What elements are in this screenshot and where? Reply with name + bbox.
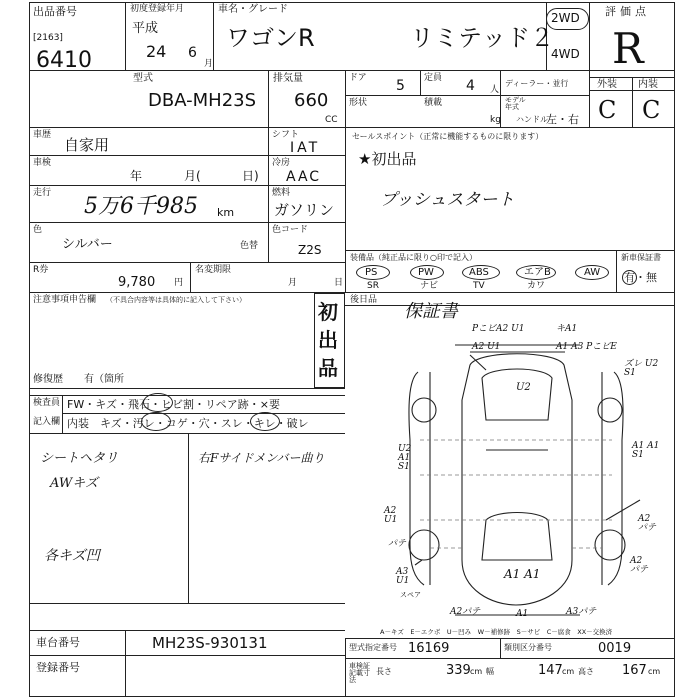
diagram-mark: A2 パテ bbox=[630, 556, 649, 575]
equipment-airbag: エアB bbox=[524, 267, 551, 278]
height-value: 167 bbox=[622, 663, 647, 678]
equipment-navi: ナビ bbox=[420, 281, 439, 291]
car-name: ワゴンR bbox=[226, 24, 315, 52]
width-unit: cm bbox=[562, 667, 575, 676]
inspection-year: 年 bbox=[130, 169, 143, 183]
interior-defects-row: 内装 キズ・汚レ・コゲ・穴・スレ・キレ・破レ bbox=[67, 417, 309, 430]
remark-seat: シートヘタリ bbox=[40, 451, 119, 466]
record-label: 記入欄 bbox=[33, 417, 61, 427]
first-listing-mark: ★初出品 bbox=[358, 150, 417, 168]
warranty-label: 新車保証書 bbox=[621, 253, 661, 262]
dealer-label: ディーラー・並行 bbox=[505, 79, 569, 88]
name-change-month: 月 bbox=[288, 278, 298, 288]
divider bbox=[500, 638, 501, 658]
report-sub: （不具合内容等は具体的に記入して下さい） bbox=[106, 296, 246, 304]
interior-grade: C bbox=[642, 96, 661, 124]
inspection-label: 車検 bbox=[33, 158, 52, 168]
mileage-label: 走行 bbox=[33, 188, 52, 198]
chassis-value: MH23S-930131 bbox=[152, 634, 268, 652]
length-value: 339 bbox=[446, 663, 471, 678]
type-value: DBA-MH23S bbox=[148, 90, 257, 111]
drive-2wd: 2WD bbox=[551, 11, 580, 25]
chassis-label: 車台番号 bbox=[36, 636, 80, 649]
ac-value: AAC bbox=[286, 169, 322, 185]
divider bbox=[345, 658, 675, 659]
door-value: 5 bbox=[396, 78, 405, 94]
divider bbox=[29, 655, 345, 656]
overall-score: R bbox=[612, 24, 644, 73]
remark-scratches: 各キズ凹 bbox=[44, 548, 100, 564]
repair-history-label: 修復歴 bbox=[33, 374, 63, 385]
class-value: 0019 bbox=[598, 641, 632, 656]
color-code-value: Z2S bbox=[298, 243, 322, 257]
inspection-day: 日) bbox=[242, 169, 259, 183]
first-registration-month: 6 bbox=[188, 45, 197, 61]
diagram-mark: ズレ U2 S1 bbox=[624, 359, 659, 378]
displacement-value: 660 bbox=[294, 90, 329, 111]
diagram-mark: A1 A3 PこビE bbox=[556, 342, 617, 352]
length-label: 長さ bbox=[376, 667, 392, 676]
type-label: 型式 bbox=[133, 73, 153, 84]
remark-member: 右Fサイドメンバー曲り bbox=[198, 451, 325, 465]
handle-value: 左・右 bbox=[546, 113, 579, 126]
capacity-value: 4 bbox=[466, 78, 475, 94]
fuel-value: ガソリン bbox=[274, 201, 335, 219]
diagram-mark: A1 A1 S1 bbox=[632, 441, 660, 460]
exterior-defects-row: FW・キズ・飛石・ヒビ割・リペア跡・×要 bbox=[67, 398, 280, 411]
exterior-label: 外装 bbox=[597, 79, 617, 90]
recycle-unit: 円 bbox=[174, 278, 184, 288]
history-label: 車歴 bbox=[33, 130, 52, 140]
lot-number-label: 出品番号 bbox=[33, 5, 77, 18]
report-label: 注意事項申告欄 bbox=[33, 295, 97, 305]
color-label: 色 bbox=[33, 225, 43, 235]
divider bbox=[345, 638, 675, 639]
door-label: ドア bbox=[349, 73, 367, 83]
width-value: 147 bbox=[538, 663, 563, 678]
shape-label: 形状 bbox=[349, 98, 368, 108]
diagram-mark: A2 U1 bbox=[384, 506, 398, 525]
car-grade: リミテッド２ bbox=[410, 24, 554, 52]
diagram-mark: スペア bbox=[400, 591, 421, 599]
class-label: 類別区分番号 bbox=[504, 643, 552, 652]
docs-value: 保証書 bbox=[404, 301, 458, 322]
width-label: 幅 bbox=[486, 667, 494, 676]
shift-value: IAT bbox=[290, 140, 321, 156]
diagram-mark: キA1 bbox=[556, 324, 578, 334]
divider bbox=[125, 630, 126, 697]
model-grade-label: 車名・グレード bbox=[218, 4, 288, 15]
diagram-mark: A2 U1 bbox=[472, 342, 501, 352]
type-cert-value: 16169 bbox=[408, 641, 450, 656]
drive-4wd: 4WD bbox=[551, 47, 580, 61]
era: 平成 bbox=[132, 21, 159, 36]
color-code-label: 色コード bbox=[272, 225, 309, 235]
displacement-label: 排気量 bbox=[273, 73, 303, 84]
inspection-month: 月( bbox=[184, 169, 201, 183]
stamp-text: 初出品 bbox=[318, 300, 338, 380]
height-unit: cm bbox=[648, 667, 661, 676]
divider bbox=[345, 638, 346, 697]
sales-point-note: プッシュスタート bbox=[380, 190, 515, 210]
equipment-abs: ABS bbox=[469, 267, 489, 278]
shift-label: シフト bbox=[272, 130, 300, 140]
remark-aw: AWキズ bbox=[50, 476, 98, 491]
lot-number: 6410 bbox=[36, 48, 92, 73]
equipment-ps: PS bbox=[365, 267, 378, 278]
diagram-mark: A3 U1 bbox=[396, 567, 410, 586]
diagram-mark: A3パテ bbox=[566, 607, 597, 617]
divider bbox=[29, 630, 345, 631]
docs-label: 後日品 bbox=[350, 295, 378, 305]
repair-history-value: 有（箇所 bbox=[84, 374, 124, 385]
capacity-unit: 人 bbox=[490, 85, 500, 95]
first-registration-label: 初度登録年月 bbox=[130, 4, 185, 14]
load-unit: kg bbox=[490, 115, 501, 125]
inspector-label: 検査員 bbox=[33, 398, 61, 408]
fuel-label: 燃料 bbox=[272, 188, 291, 198]
height-label: 高さ bbox=[578, 667, 594, 676]
recycle-label: R券 bbox=[33, 265, 49, 275]
diagram-mark: U2 bbox=[516, 382, 531, 393]
score-label: 評価点 bbox=[605, 5, 650, 18]
history-value: 自家用 bbox=[64, 136, 110, 154]
sales-point-label: セールスポイント（正常に機能するものに限ります） bbox=[352, 132, 544, 141]
diagram-mark: A2パテ bbox=[450, 607, 481, 617]
displacement-unit: CC bbox=[325, 115, 338, 125]
capacity-label: 定員 bbox=[424, 73, 443, 83]
handle-label: ハンドル bbox=[516, 115, 548, 124]
ac-label: 冷房 bbox=[272, 158, 291, 168]
lot-sub-code: [2163] bbox=[33, 33, 63, 43]
recycle-value: 9,780 bbox=[118, 275, 156, 290]
repaint-label: 色替 bbox=[240, 241, 259, 251]
size-label: 車検証記載寸法 bbox=[349, 662, 370, 684]
load-label: 積載 bbox=[424, 98, 443, 108]
first-registration-year: 24 bbox=[146, 42, 167, 61]
mileage-unit: km bbox=[217, 206, 235, 219]
registration-label: 登録番号 bbox=[36, 661, 80, 674]
diagram-mark: A1 A1 bbox=[504, 567, 541, 581]
diagram-mark: U2 A1 S1 bbox=[398, 444, 412, 472]
equipment-tv: TV bbox=[473, 281, 485, 291]
equipment-leather: カワ bbox=[527, 281, 546, 291]
interior-label: 内装 bbox=[638, 79, 658, 90]
diagram-mark: A1 bbox=[516, 609, 529, 619]
diagram-mark: PこビA2 U1 bbox=[472, 324, 525, 334]
color-value: シルバー bbox=[62, 237, 113, 252]
damage-legend: A－キズ E－エクボ U－凹み W－補修跡 S－サビ C－腐食 XX－交換済 bbox=[380, 628, 613, 636]
equipment-pw: PW bbox=[418, 267, 434, 278]
warranty-options: 有・無 bbox=[624, 271, 657, 284]
model-year-label: モデル 年式 bbox=[505, 96, 526, 111]
exterior-grade: C bbox=[598, 96, 617, 124]
length-unit: cm bbox=[470, 667, 483, 676]
name-change-day: 日 bbox=[334, 278, 344, 288]
equipment-sr: SR bbox=[367, 281, 379, 291]
diagram-mark: パテ bbox=[388, 539, 407, 549]
diagram-mark: A2 パテ bbox=[638, 514, 657, 533]
equipment-aw: AW bbox=[584, 267, 601, 278]
name-change-label: 名変期限 bbox=[195, 265, 232, 275]
type-cert-label: 型式指定番号 bbox=[349, 643, 397, 652]
equipment-label: 装備品（純正品に限り○印で記入） bbox=[350, 253, 477, 262]
mileage-value: 5万6千985 bbox=[84, 194, 198, 219]
month-unit: 月 bbox=[204, 59, 214, 69]
